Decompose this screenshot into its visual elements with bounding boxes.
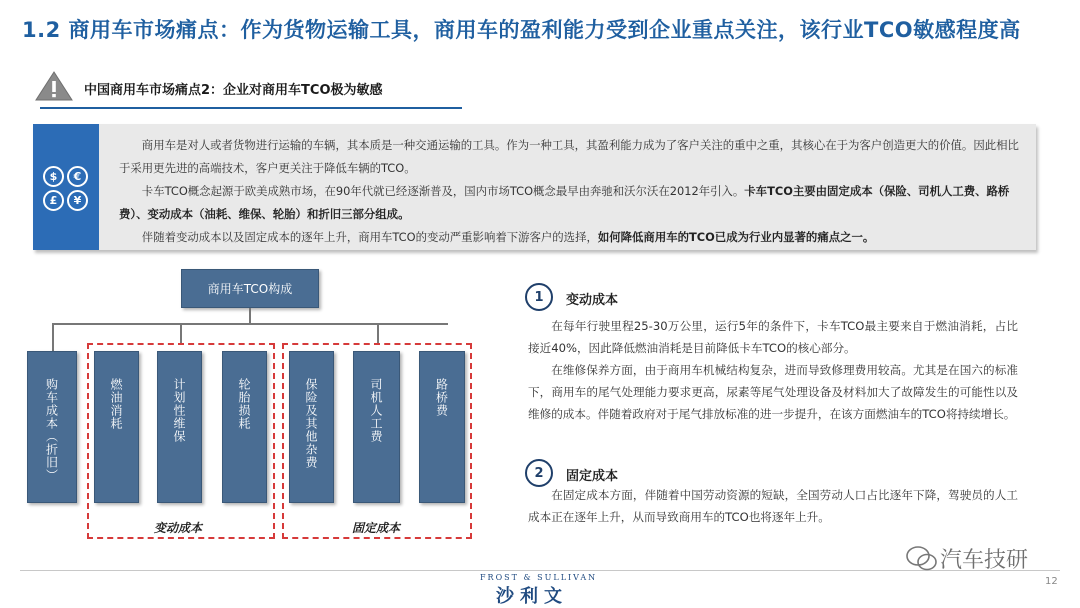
branch-drop-1	[52, 323, 54, 351]
section-subtitle: 中国商用车市场痛点2：企业对商用车TCO极为敏感	[84, 83, 383, 98]
currency-icon	[43, 166, 89, 212]
brand-logo-cn: 沙利文	[496, 586, 568, 607]
intro-p2-text: 卡车TCO概念起源于欧美成熟市场，在90年代就已经逐渐普及，国内市场TCO概念最早由奔驰和沃尔沃在2012年引入。	[141, 184, 745, 198]
section-2-heading: 固定成本	[566, 469, 619, 484]
watermark-text: 汽车技研	[940, 548, 1029, 573]
warning-triangle-icon	[34, 70, 74, 102]
intro-paragraph-1: 商用车是对人或者货物进行运输的车辆，其本质是一种交通运输的工具。作为一种工具，其盈利能力成为了客户关注的重中之重，其核心在于为客户创造更大的价值。因此相比于采用更先进的高端技术，客户更关注于降低车辆的TCO。	[119, 138, 1019, 175]
page-number: 12	[1045, 576, 1058, 587]
section-1-heading: 变动成本	[566, 293, 619, 308]
fuel-node	[94, 351, 139, 503]
section-1-body	[528, 315, 1018, 425]
intro-panel-sidebar	[33, 124, 99, 250]
euro-symbol: €	[67, 166, 88, 187]
depreciation-node	[27, 351, 77, 503]
intro-p3-text: 伴随着变动成本以及固定成本的逐年上升，商用车TCO的变动严重影响着下游客户的选择，	[141, 230, 598, 244]
brand-logo-en: FROST & SULLIVAN	[480, 573, 598, 582]
intro-panel	[33, 124, 1036, 250]
toll-label: 路桥费	[434, 378, 449, 417]
intro-paragraph-3	[119, 226, 1029, 249]
section-2-paragraph-1: 在固定成本方面，伴随着中国劳动资源的短缺，全国劳动人口占比逐年下降，驾驶员的人工成本正在逐年上升，从而导致商用车的TCO也将逐年上升。	[528, 488, 1018, 524]
wechat-icon	[905, 544, 939, 574]
driver-cost-label: 司机人工费	[369, 378, 383, 443]
branch-connector	[52, 323, 448, 325]
insurance-node	[289, 351, 334, 503]
root-connector	[249, 308, 251, 324]
footer-divider	[20, 570, 1060, 571]
maintenance-node	[157, 351, 202, 503]
tco-root-node: 商用车TCO构成	[181, 269, 319, 308]
insurance-label: 保险及其他杂费	[304, 378, 318, 469]
yen-symbol: ¥	[67, 190, 88, 211]
branch-drop-2	[180, 323, 182, 343]
section-1-number: 1	[525, 283, 553, 311]
intro-paragraph-2	[119, 180, 1029, 226]
pound-symbol: £	[43, 190, 64, 211]
tire-node	[222, 351, 267, 503]
page-title: 1.2 商用车市场痛点：作为货物运输工具，商用车的盈利能力受到企业重点关注，该行业TCO敏感程度高	[22, 18, 1021, 42]
tire-label: 轮胎损耗	[237, 378, 251, 430]
fuel-label: 燃油消耗	[109, 378, 123, 430]
depreciation-label: 购车成本（折旧）	[44, 378, 59, 482]
intro-p2-emphasis: 卡车TCO主要由固定成本（保险、司机人工费、路桥费）、变动成本（油耗、维保、轮胎）和折旧三部分组成。	[119, 184, 1010, 221]
intro-text	[119, 134, 1029, 249]
subtitle-divider	[40, 107, 462, 109]
dollar-symbol: $	[43, 166, 64, 187]
section-2-number: 2	[525, 459, 553, 487]
section-2-body	[528, 484, 1018, 528]
intro-p3-emphasis: 如何降低商用车的TCO已成为行业内显著的痛点之一。	[597, 230, 875, 244]
driver-cost-node	[353, 351, 400, 503]
section-1-paragraph-1: 在每年行驶里程25-30万公里，运行5年的条件下，卡车TCO最主要来自于燃油消耗，占比接近40%，因此降低燃油消耗是目前降低卡车TCO的核心部分。	[528, 319, 1018, 355]
section-1-paragraph-2: 在维修保养方面，由于商用车机械结构复杂，进而导致修理费用较高。尤其是在国六的标准下，商用车的尾气处理能力要求更高，尿素等尾气处理设备及材料加大了故障发生的可能性以及维修的成本。伴随着政府对于尾气排放标准的进一步提升，在该方面燃油车的TCO将持续增长。	[528, 363, 1018, 421]
toll-node	[419, 351, 465, 503]
fixed-cost-label: 固定成本	[352, 521, 401, 535]
maintenance-label: 计划性维保	[172, 378, 186, 443]
variable-cost-label: 变动成本	[154, 521, 203, 535]
branch-drop-3	[377, 323, 379, 343]
